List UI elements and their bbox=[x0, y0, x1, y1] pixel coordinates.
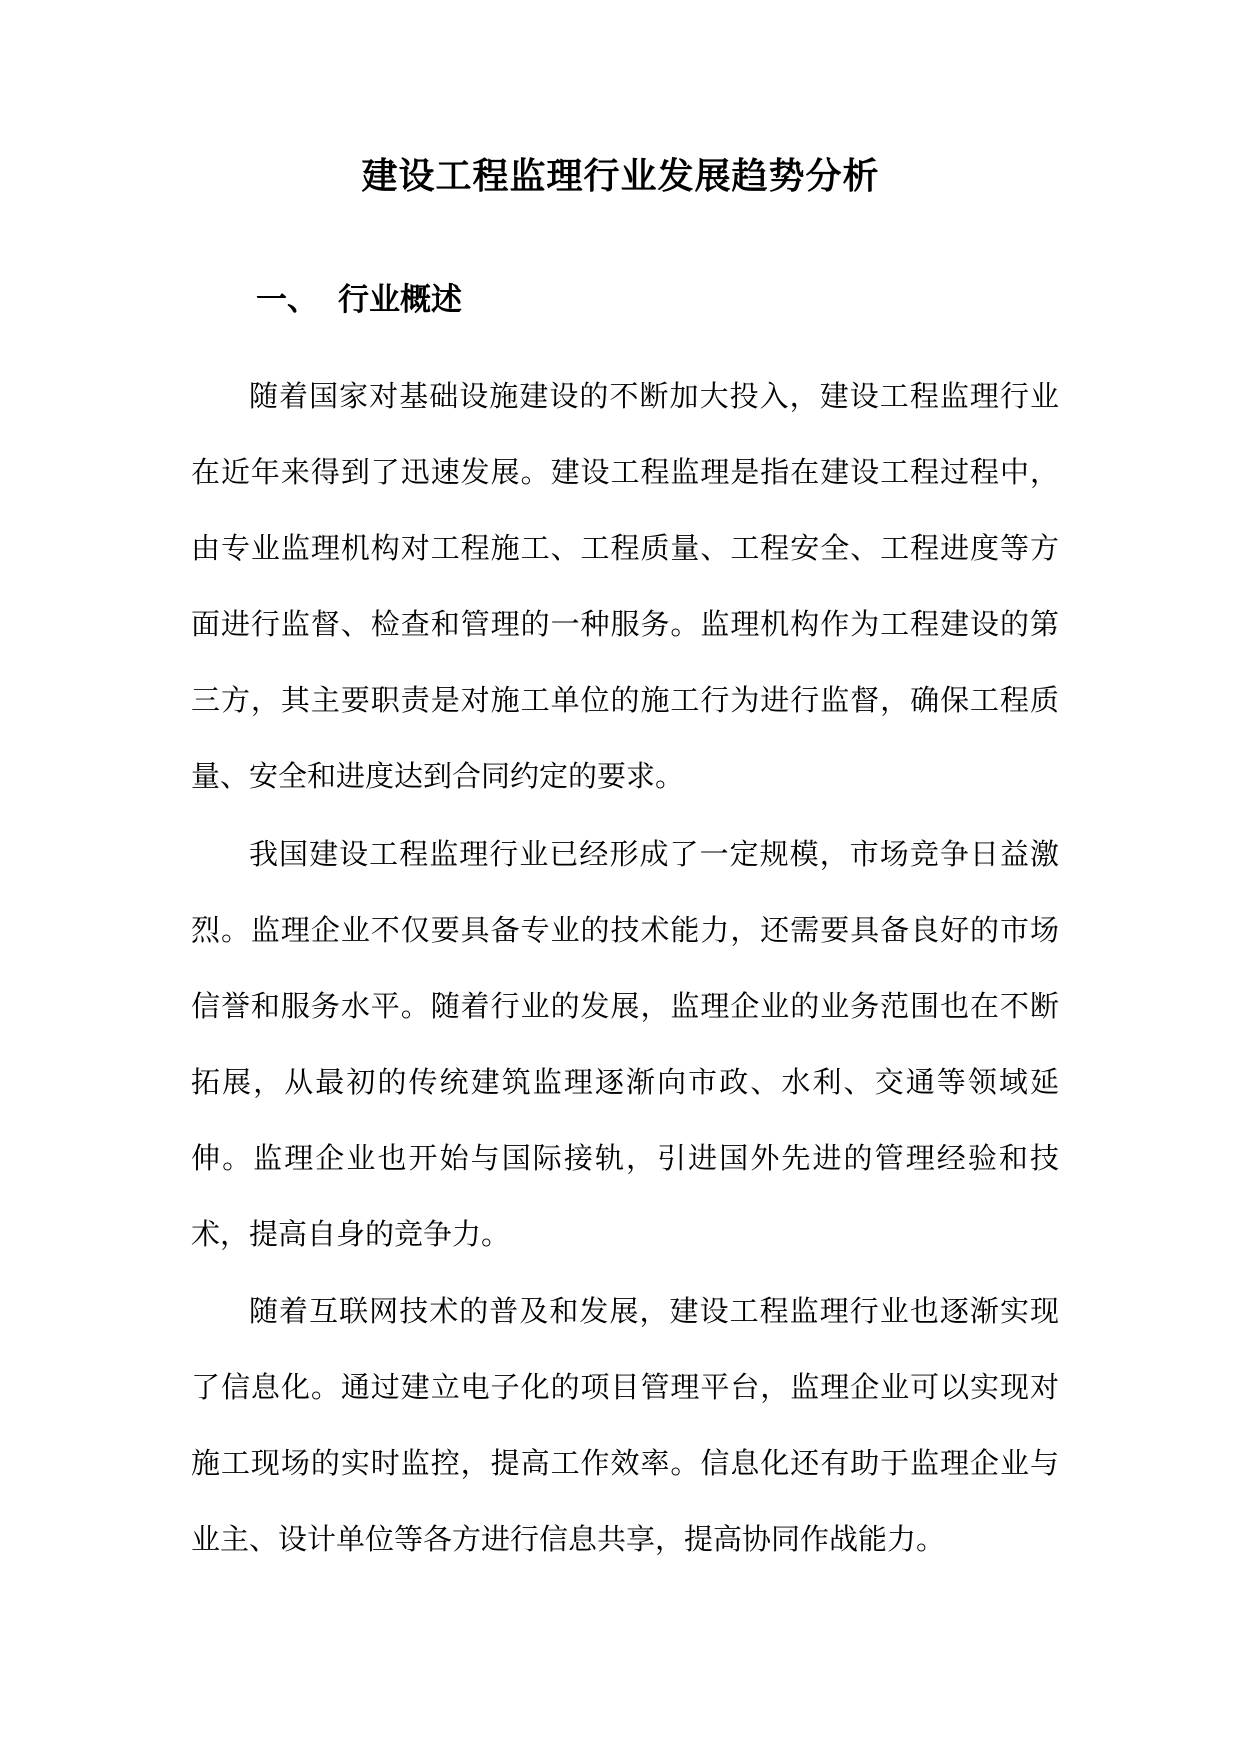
section-number: 一、 bbox=[256, 282, 318, 318]
document-title: 建设工程监理行业发展趋势分析 bbox=[361, 155, 880, 197]
paragraph-1: 随着国家对基础设施建设的不断加大投入，建设工程监理行业在近年来得到了迅速发展。建设工程监理是指在建设工程过程中，由专业监理机构对工程施工、工程质量、工程安全、工程进度等方面进行监督、检查和管理的一种服务。监理机构作为工程建设的第三方，其主要职责是对施工单位的施工行为进行监督，确保工程质量、安全和进度达到合同约定的要求。 bbox=[191, 379, 1059, 793]
paragraph-2: 我国建设工程监理行业已经形成了一定规模，市场竞争日益激烈。监理企业不仅要具备专业的技术能力，还需要具备良好的市场信誉和服务水平。随着行业的发展，监理企业的业务范围也在不断拓展，从最初的传统建筑监理逐渐向市政、水利、交通等领域延伸。监理企业也开始与国际接轨，引进国外先进的管理经验和技术，提高自身的竞争力。 bbox=[191, 837, 1059, 1251]
paragraph-3: 随着互联网技术的普及和发展，建设工程监理行业也逐渐实现了信息化。通过建立电子化的项目管理平台，监理企业可以实现对施工现场的实时监控，提高工作效率。信息化还有助于监理企业与业主、设计单位等各方进行信息共享，提高协同作战能力。 bbox=[191, 1294, 1059, 1556]
section-title: 行业概述 bbox=[338, 282, 462, 318]
section-heading bbox=[256, 278, 462, 322]
